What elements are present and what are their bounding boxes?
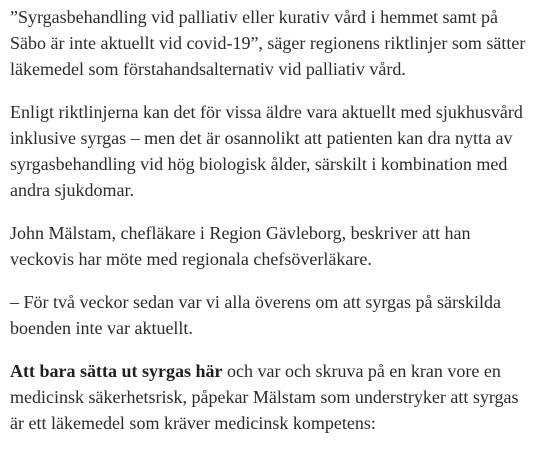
paragraph-safety-risk [10,358,534,436]
paragraph-guidelines-quote: ”Syrgasbehandling vid palliativ eller kurativ vård i hemmet samt på Säbo är inte aktuellt vid covid-19”, säger regionens riktlinjer som sätter läkemedel som förstahandsalternativ vid palliativ vård. [10,7,526,79]
paragraph-chief-physician: John Mälstam, chefläkare i Region Gävleborg, beskriver att han veckovis har möte med regionala chefsöverläkare. [10,223,471,269]
paragraph-hospital-care: Enligt riktlinjerna kan det för vissa äldre vara aktuellt med sjukhusvård inklusive syrgas – men det är osannolikt att patienten kan dra nytta av syrgasbehandling vid hög biologisk ålder, särskilt i kombination med andra sjukdomar. [10,102,523,200]
article-body [10,0,534,453]
paragraph-quote-agreement: – För två veckor sedan var vi alla överens om att syrgas på särskilda boenden inte var aktuellt. [10,292,502,338]
bold-lead-text: Att bara sätta ut syrgas här [10,361,223,381]
paragraph-safety-risk-text: och var och skruva på en kran vore en medicinsk säkerhetsrisk, påpekar Mälstam som understryker att syrgas är ett läkemedel som kräver medicinsk kompetens: [10,361,519,433]
